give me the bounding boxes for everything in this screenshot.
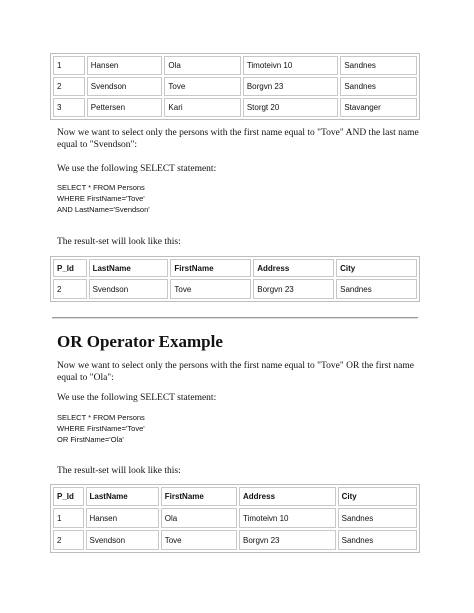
table-row bbox=[53, 56, 417, 75]
table-cell: Timoteivn 10 bbox=[239, 508, 336, 528]
or-result-table bbox=[50, 484, 420, 553]
table-row bbox=[53, 508, 417, 528]
table-row bbox=[53, 98, 417, 117]
column-header: City bbox=[338, 487, 417, 506]
column-header: Address bbox=[239, 487, 336, 506]
table-cell: Hansen bbox=[87, 56, 163, 75]
and-result-intro: The result-set will look like this: bbox=[57, 237, 181, 247]
table-cell: 2 bbox=[53, 77, 85, 96]
column-header: Address bbox=[253, 259, 334, 277]
table-cell: Tove bbox=[170, 279, 251, 299]
and-sql-code bbox=[57, 182, 417, 215]
table-cell: Svendson bbox=[86, 530, 159, 550]
sql-line: SELECT * FROM Persons bbox=[57, 183, 145, 192]
column-header: FirstName bbox=[161, 487, 237, 506]
section-divider bbox=[52, 317, 418, 319]
table-cell: Stavanger bbox=[340, 98, 417, 117]
column-header: FirstName bbox=[170, 259, 251, 277]
table-cell: Borgvn 23 bbox=[253, 279, 334, 299]
sql-line: OR FirstName='Ola' bbox=[57, 435, 124, 444]
table-cell: Tove bbox=[164, 77, 240, 96]
table-cell: Sandnes bbox=[338, 530, 417, 550]
table-cell: Svendson bbox=[89, 279, 169, 299]
or-intro-paragraph: Now we want to select only the persons with the first name equal to "Tove" OR the first name equal to "Ola": bbox=[57, 361, 414, 383]
table-cell: 1 bbox=[53, 56, 85, 75]
sql-line: SELECT * FROM Persons bbox=[57, 413, 145, 422]
table-cell: 2 bbox=[53, 279, 87, 299]
table-cell: Svendson bbox=[87, 77, 163, 96]
column-header: LastName bbox=[86, 487, 159, 506]
table-cell: Sandnes bbox=[336, 279, 417, 299]
table-cell: Storgt 20 bbox=[243, 98, 339, 117]
or-result-intro: The result-set will look like this: bbox=[57, 466, 181, 476]
sql-line: AND LastName='Svendson' bbox=[57, 205, 150, 214]
table-cell: 1 bbox=[53, 508, 84, 528]
column-header: P_Id bbox=[53, 259, 87, 277]
table-cell: 3 bbox=[53, 98, 85, 117]
table-cell: Kari bbox=[164, 98, 240, 117]
table-cell: Tove bbox=[161, 530, 237, 550]
table-cell: Timoteivn 10 bbox=[243, 56, 339, 75]
column-header: City bbox=[336, 259, 417, 277]
column-header: P_Id bbox=[53, 487, 84, 506]
sql-line: WHERE FirstName='Tove' bbox=[57, 194, 145, 203]
or-use-paragraph: We use the following SELECT statement: bbox=[57, 393, 217, 403]
table-header-row bbox=[53, 487, 417, 506]
table-cell: Hansen bbox=[86, 508, 159, 528]
table-row bbox=[53, 530, 417, 550]
table-cell: Sandnes bbox=[338, 508, 417, 528]
table-cell: Pettersen bbox=[87, 98, 163, 117]
and-use-paragraph: We use the following SELECT statement: bbox=[57, 164, 217, 174]
table-cell: Ola bbox=[161, 508, 237, 528]
or-section-heading: OR Operator Example bbox=[57, 332, 223, 351]
table-header-row bbox=[53, 259, 417, 277]
table-cell: Sandnes bbox=[340, 56, 417, 75]
table-cell: Sandnes bbox=[340, 77, 417, 96]
and-intro-paragraph: Now we want to select only the persons with the first name equal to "Tove" AND the last name equal to "Svendson": bbox=[57, 128, 419, 150]
or-sql-code bbox=[57, 412, 417, 445]
table-cell: Borgvn 23 bbox=[243, 77, 339, 96]
table-cell: 2 bbox=[53, 530, 84, 550]
table-row bbox=[53, 279, 417, 299]
sql-line: WHERE FirstName='Tove' bbox=[57, 424, 145, 433]
and-result-table bbox=[50, 256, 420, 302]
table-cell: Ola bbox=[164, 56, 240, 75]
table-cell: Borgvn 23 bbox=[239, 530, 336, 550]
table-row bbox=[53, 77, 417, 96]
persons-table-top bbox=[50, 53, 420, 120]
column-header: LastName bbox=[89, 259, 169, 277]
